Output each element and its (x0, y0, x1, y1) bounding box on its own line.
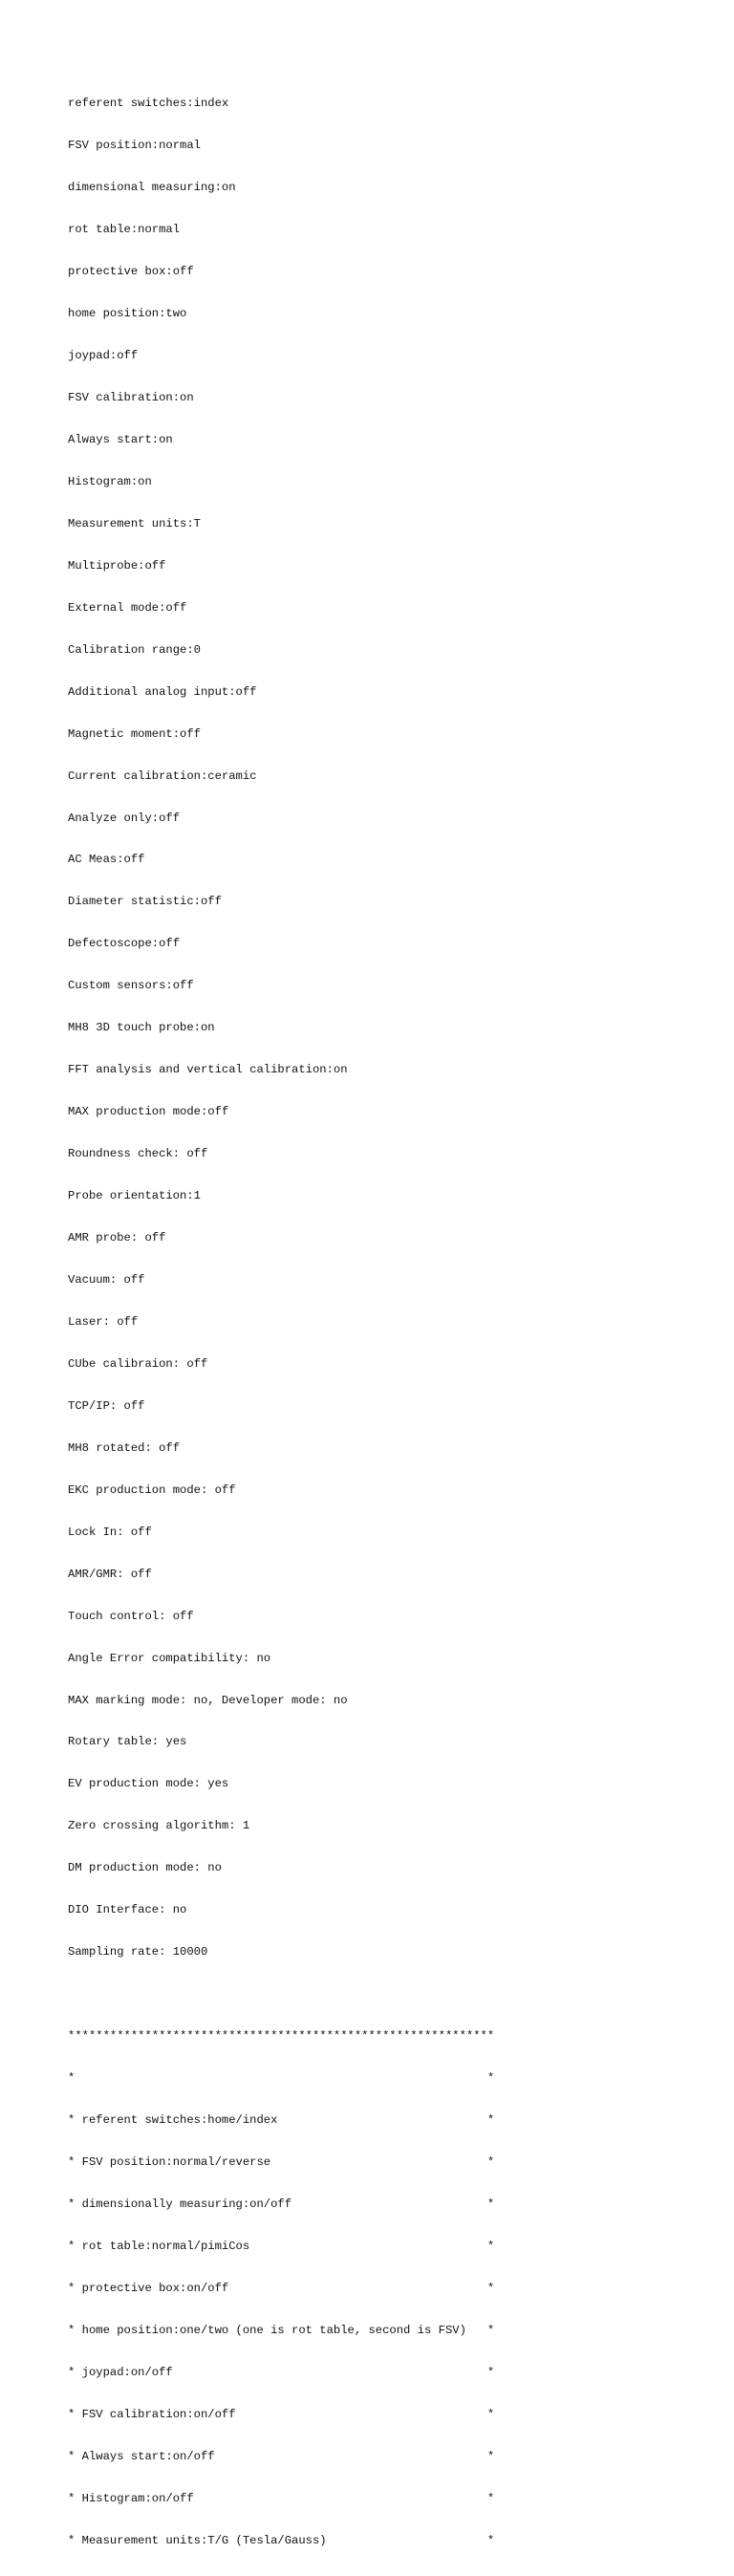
setting-line: Touch control: off (68, 1609, 194, 1623)
setting-line: protective box:off (68, 265, 194, 279)
setting-line: Vacuum: off (68, 1273, 145, 1287)
legend-line: * * (68, 2071, 495, 2086)
setting-line: Current calibration:ceramic (68, 768, 257, 783)
legend-line: * home position:one/two (one is rot table, second is FSV) * (68, 2323, 495, 2337)
setting-line: DIO Interface: no (68, 1903, 187, 1917)
setting-line: Sampling rate: 10000 (68, 1945, 208, 1959)
legend-line: * dimensionally measuring:on/off * (68, 2197, 495, 2211)
setting-line: CUbe calibraion: off (68, 1356, 208, 1371)
setting-line: dimensional measuring:on (68, 181, 236, 195)
setting-line: Calibration range:0 (68, 642, 201, 657)
setting-line: Multiprobe:off (68, 558, 166, 573)
setting-line: Laser: off (68, 1314, 139, 1329)
setting-line: Histogram:on (68, 474, 152, 488)
setting-line: referent switches:index (68, 97, 229, 111)
legend-line: * FSV position:normal/reverse * (68, 2155, 495, 2170)
setting-line: Additional analog input:off (68, 684, 257, 699)
setting-line: joypad:off (68, 349, 139, 363)
setting-line: AC Meas:off (68, 853, 145, 867)
setting-line: AMR probe: off (68, 1231, 166, 1245)
setting-line: MAX marking mode: no, Developer mode: no (68, 1693, 348, 1707)
setting-line: Zero crossing algorithm: 1 (68, 1819, 250, 1833)
setting-line: Magnetic moment:off (68, 726, 201, 741)
document-page (68, 69, 680, 2576)
settings-list (68, 69, 680, 1987)
legend-line: * FSV calibration:on/off * (68, 2407, 495, 2421)
setting-line: AMR/GMR: off (68, 1567, 152, 1581)
legend-line: * rot table:normal/pimiCos * (68, 2239, 495, 2253)
setting-line: FFT analysis and vertical calibration:on (68, 1063, 348, 1077)
setting-line: Custom sensors:off (68, 979, 194, 993)
setting-line: EKC production mode: off (68, 1483, 236, 1497)
legend-line: * Always start:on/off * (68, 2449, 495, 2463)
setting-line: MAX production mode:off (68, 1105, 229, 1119)
setting-line: Diameter statistic:off (68, 895, 222, 909)
legend-line: * protective box:on/off * (68, 2281, 495, 2295)
setting-line: Angle Error compatibility: no (68, 1651, 271, 1665)
setting-line: Probe orientation:1 (68, 1189, 201, 1203)
setting-line: TCP/IP: off (68, 1398, 145, 1413)
setting-line: External mode:off (68, 600, 187, 615)
setting-line: FSV position:normal (68, 139, 201, 153)
legend-line: * joypad:on/off * (68, 2365, 495, 2379)
setting-line: MH8 rotated: off (68, 1440, 181, 1455)
setting-line: Analyze only:off (68, 811, 181, 825)
setting-line: Defectoscope:off (68, 937, 181, 951)
legend-line: * Measurement units:T/G (Tesla/Gauss) * (68, 2533, 495, 2547)
legend-line: * Histogram:on/off * (68, 2491, 495, 2505)
legend-comment-box (68, 2002, 680, 2576)
blank-line (68, 1987, 680, 2002)
legend-line: * referent switches:home/index * (68, 2113, 495, 2128)
setting-line: Lock In: off (68, 1525, 152, 1539)
setting-line: Roundness check: off (68, 1147, 208, 1161)
setting-line: EV production mode: yes (68, 1777, 229, 1791)
setting-line: Measurement units:T (68, 516, 201, 530)
setting-line: Always start:on (68, 432, 173, 446)
setting-line: FSV calibration:on (68, 390, 194, 404)
setting-line: MH8 3D touch probe:on (68, 1021, 215, 1035)
setting-line: Rotary table: yes (68, 1735, 187, 1749)
setting-line: rot table:normal (68, 223, 181, 237)
legend-line: ************************************************************* (68, 2029, 495, 2044)
setting-line: home position:two (68, 307, 187, 321)
setting-line: DM production mode: no (68, 1861, 222, 1875)
